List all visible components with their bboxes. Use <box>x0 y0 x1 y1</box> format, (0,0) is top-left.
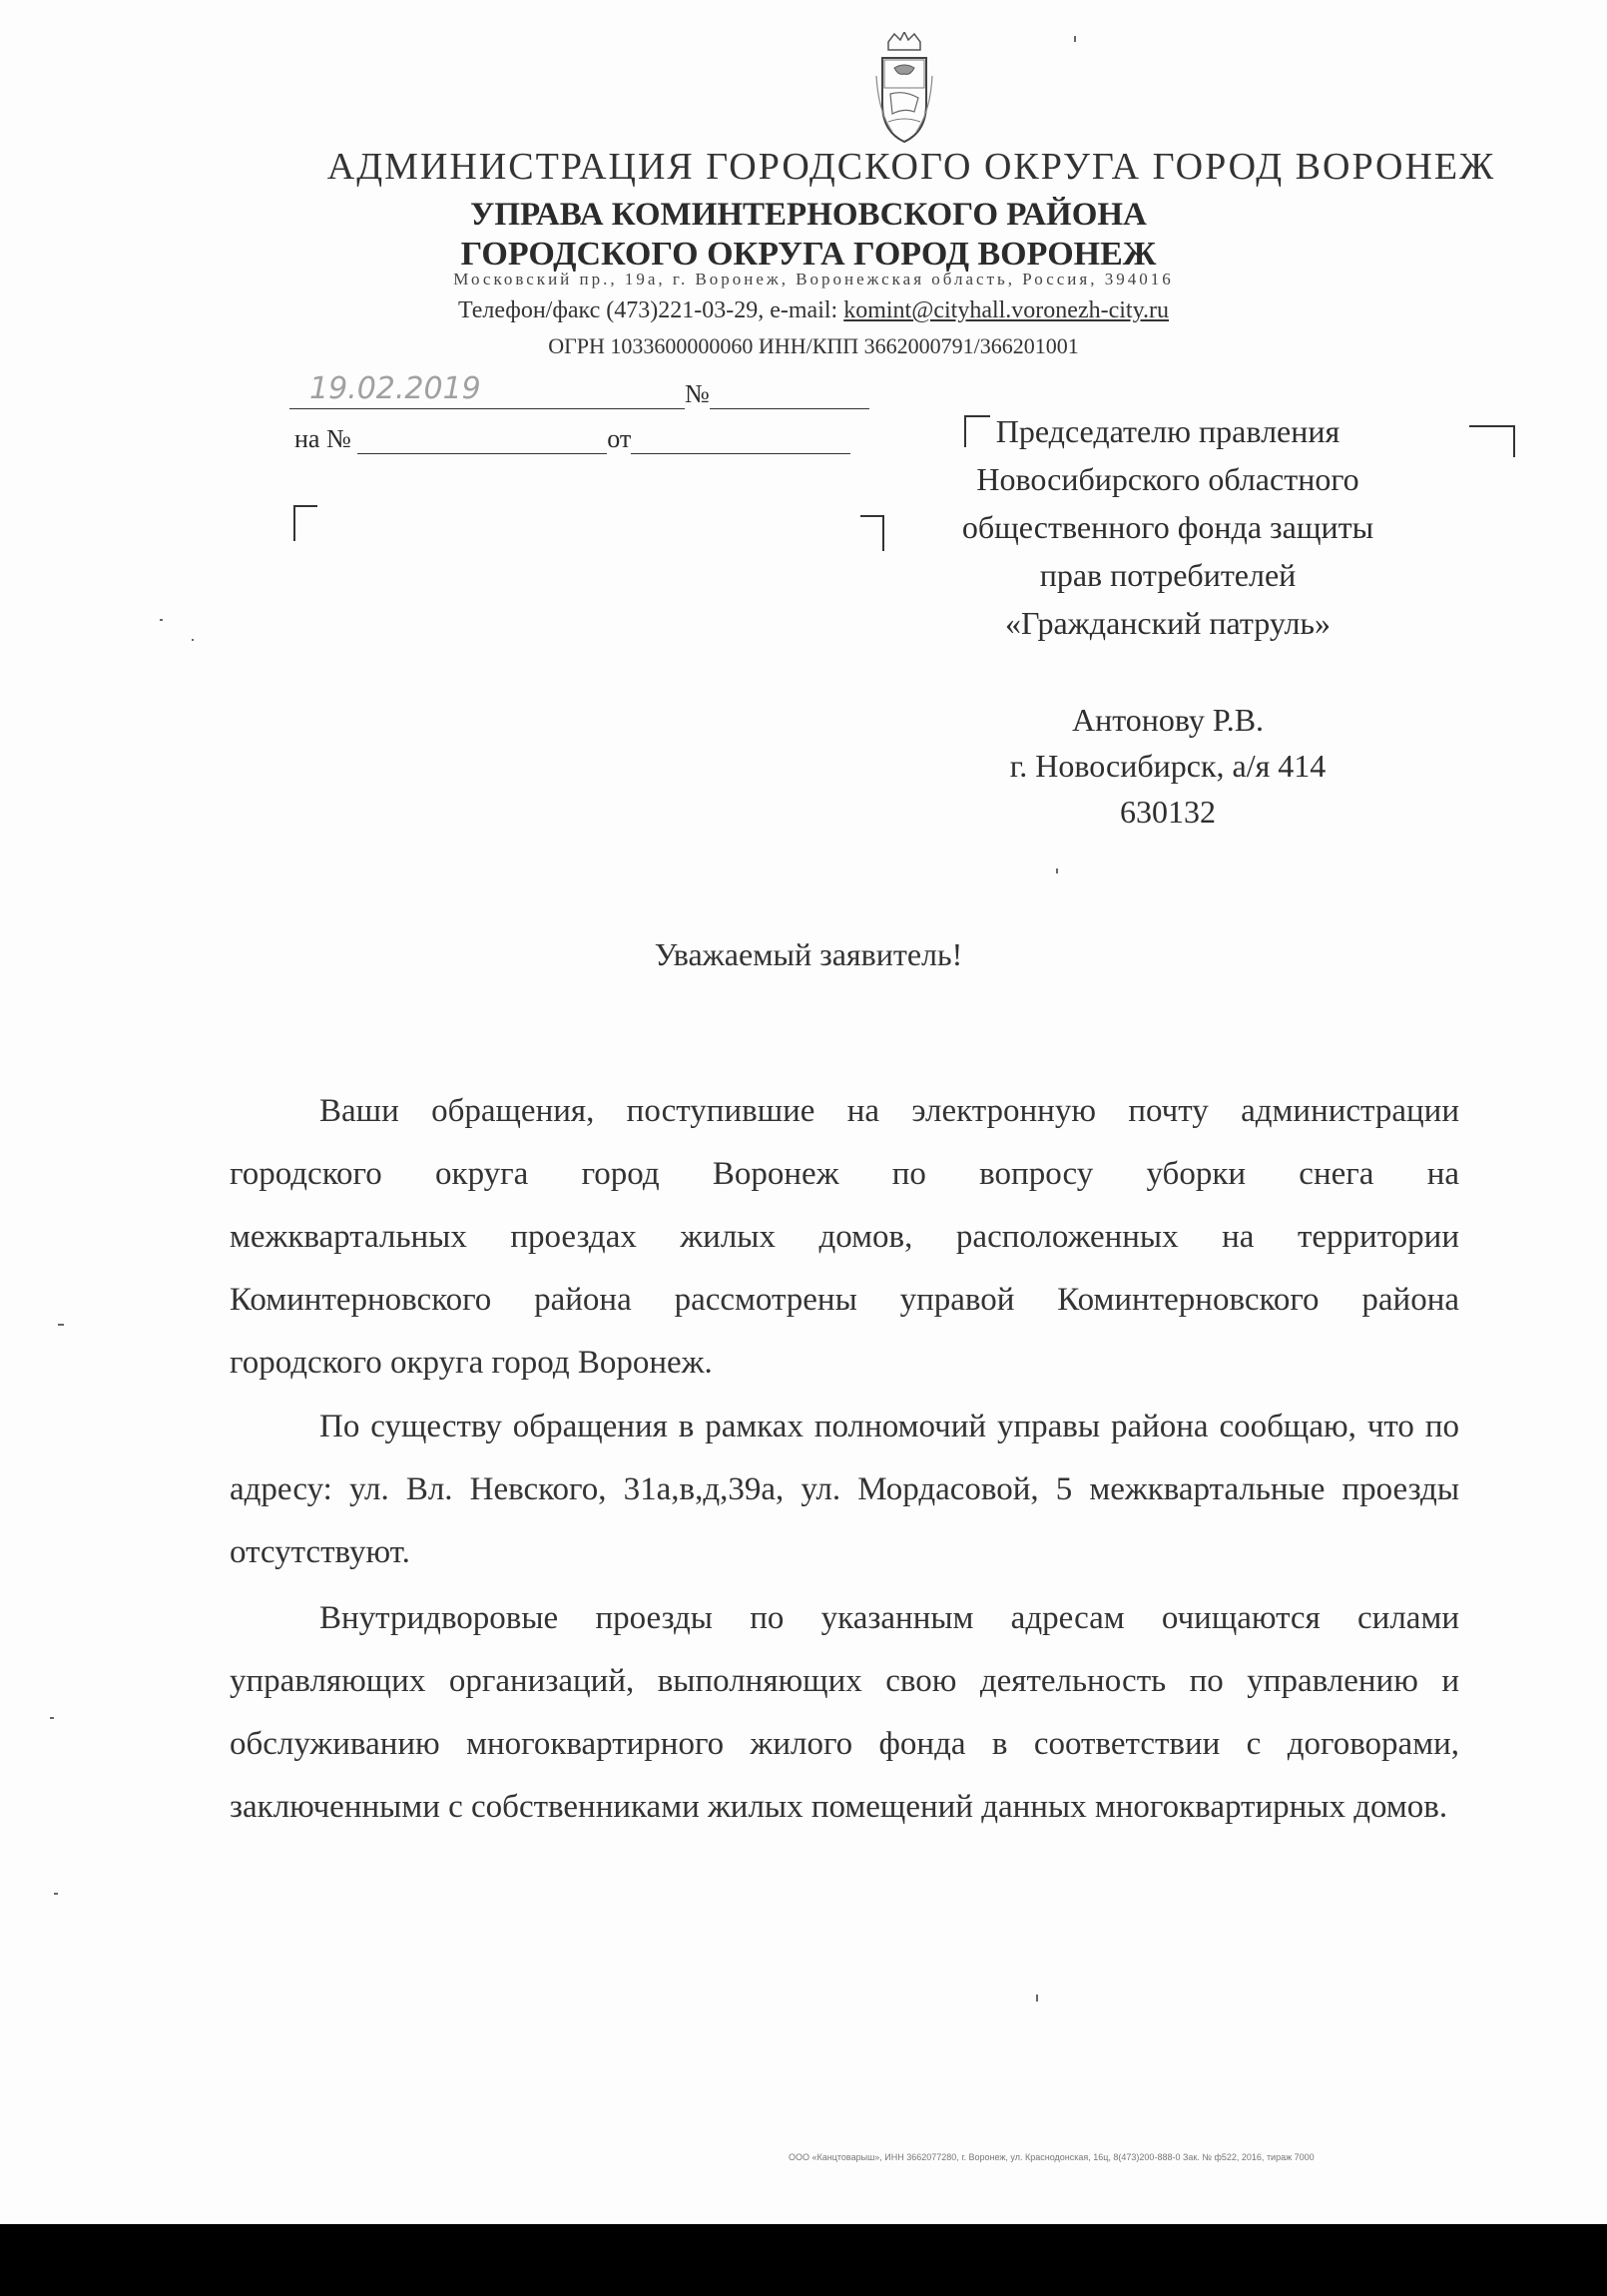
ref-date-line <box>631 429 850 454</box>
paragraph-2 <box>230 1396 1459 1584</box>
scan-speck <box>1074 36 1076 42</box>
org-title-line1: АДМИНИСТРАЦИЯ ГОРОДСКОГО ОКРУГА ГОРОД ВОРОНЕЖ <box>326 146 1496 188</box>
paragraph-text: Внутридворовые проезды по указанным адресам очищаются силами управляющих организаций, выполняющих свою деятельность по управлению и обслуживанию многоквартирного жилого фонда в соответствии с договорами, заключенными с собственниками жилых помещений данных многоквартирных домов. <box>230 1600 1459 1825</box>
print-footer: ООО «Канцтоварыш», ИНН 3662077280, г. Воронеж, ул. Краснодонская, 16ц, 8(473)200-888-0 Зак. № ф522, 2016, тираж 7000 <box>789 2152 1315 2162</box>
paragraph-line: Ваши обращения, поступившие на электронную почту администрации <box>319 1093 1459 1129</box>
coat-of-arms-icon <box>874 32 934 144</box>
bracket-addressee-right <box>1469 425 1515 457</box>
bracket-top-right <box>860 515 884 551</box>
org-title-line2: УПРАВА КОМИНТЕРНОВСКОГО РАЙОНА <box>470 197 1147 233</box>
scan-speck <box>160 619 163 621</box>
number-sign: № <box>685 379 710 408</box>
addressee-line: Председателю правления <box>995 413 1340 449</box>
paragraph-line: Коминтерновского района рассмотрены управой Коминтерновского района <box>230 1282 1459 1318</box>
org-address: Московский пр., 19а, г. Воронеж, Воронежская область, Россия, 394016 <box>453 270 1174 288</box>
ref-label: на № <box>294 424 351 453</box>
addressee-line: «Гражданский патруль» <box>1004 605 1331 641</box>
ref-number-line <box>357 429 607 454</box>
scan-speck <box>192 639 194 641</box>
handwritten-date: 19.02.2019 <box>309 371 481 406</box>
scan-speck <box>54 1893 58 1895</box>
reference-registration <box>294 424 850 454</box>
paragraph-text: По существу обращения в рамках полномочий управы района сообщаю, что по адресу: ул. Вл. Невского, 31а,в,д,39а, ул. Мордасовой, 5 межквартальные проезды отсутствуют. <box>230 1409 1459 1570</box>
scan-speck <box>1056 868 1058 873</box>
addressee-line: общественного фонда защиты <box>961 509 1374 545</box>
greeting: Уважаемый заявитель! <box>654 936 963 972</box>
scan-speck <box>50 1717 54 1719</box>
addressee-line: Новосибирского областного <box>976 461 1359 497</box>
addressee-contact <box>918 697 1417 835</box>
scan-speck <box>58 1324 64 1326</box>
outgoing-registration <box>289 371 869 409</box>
paragraph-1 <box>230 1080 1459 1395</box>
number-line <box>710 382 869 409</box>
paragraph-3 <box>230 1587 1459 1839</box>
scan-speck <box>1036 1995 1038 2002</box>
bracket-top-left <box>293 505 317 541</box>
addressee-title <box>918 407 1417 647</box>
paragraph-line: межквартальных проездах жилых домов, расположенных на территории <box>230 1219 1459 1255</box>
org-title-line3: ГОРОДСКОГО ОКРУГА ГОРОД ВОРОНЕЖ <box>460 236 1157 273</box>
org-ogrn: ОГРН 1033600000060 ИНН/КПП 3662000791/366201001 <box>548 333 1079 358</box>
org-contacts <box>10 297 1607 324</box>
paragraph-line: городского округа город Воронеж по вопросу уборки снега на <box>230 1156 1459 1192</box>
email-link: komint@cityhall.voronezh-city.ru <box>843 297 1170 323</box>
addressee-line: прав потребителей <box>1039 557 1297 593</box>
date-line <box>289 371 685 409</box>
phone-text: Телефон/факс (473)221-03-29, e-mail: <box>457 297 844 323</box>
addressee-zip: 630132 <box>1120 794 1216 830</box>
ref-from-label: от <box>607 424 632 453</box>
addressee-name: Антонову Р.В. <box>1071 702 1265 738</box>
scan-bottom-border <box>0 2224 1607 2296</box>
addressee-city: г. Новосибирск, а/я 414 <box>1009 748 1327 784</box>
paragraph-line: городского округа город Воронеж. <box>230 1345 713 1381</box>
